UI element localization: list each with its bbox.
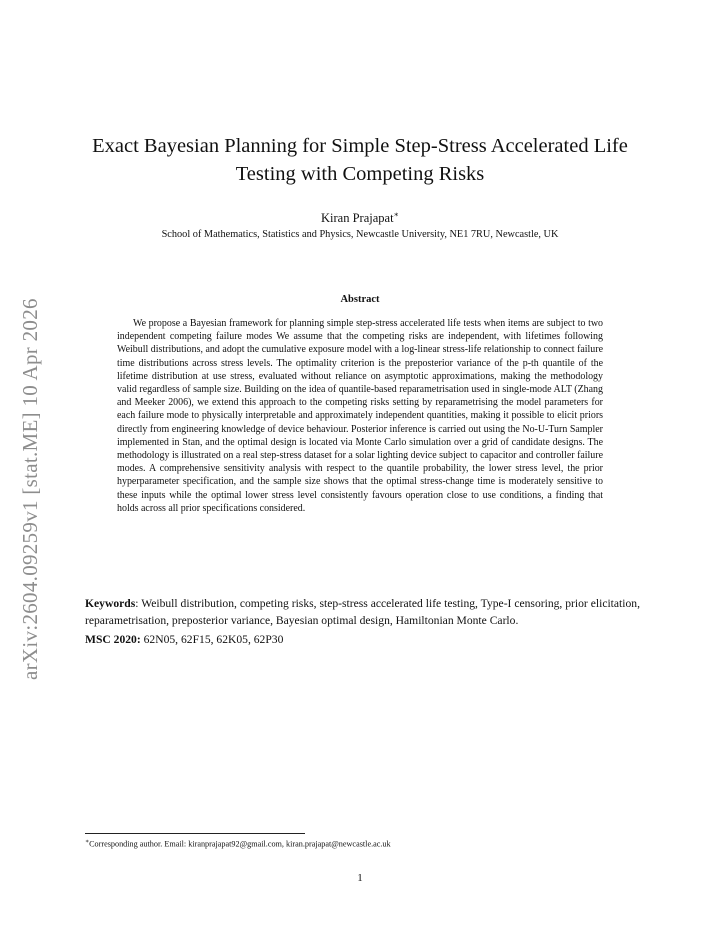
msc-line — [85, 633, 640, 646]
author-footnote-mark: ∗ — [393, 210, 399, 219]
footnote — [85, 838, 645, 849]
keywords-label: Keywords — [85, 597, 136, 610]
author-name: Kiran Prajapat — [321, 211, 394, 226]
author-line — [60, 210, 660, 226]
msc-label: MSC 2020: — [85, 633, 141, 646]
footnote-divider — [85, 833, 305, 834]
footnote-mark: ∗ — [85, 839, 90, 845]
author-affiliation: School of Mathematics, Statistics and Physics, Newcastle University, NE1 7RU, Newcastle, UK — [161, 229, 559, 240]
keywords-paragraph — [85, 596, 640, 629]
paper-title: Exact Bayesian Planning for Simple Step-Stress Accelerated Life Testing with Competing Risks — [92, 135, 628, 185]
page-number: 1 — [357, 872, 363, 884]
abstract-body: We propose a Bayesian framework for planning simple step-stress accelerated life tests when items are subject to two independent competing failure modes We assume that the competing risks are independent, with lifetimes following Weibull distributions, and adopt the cumulative exposure model with a log-linear stress-life relationship to connect failure time distributions across stress levels. The optimality criterion is the preposterior variance of the p-th quantile of the lifetime distribution at use stress, evaluated without reliance on asymptotic approximations, making the methodology valid regardless of sample size. Building on the idea of quantile-based reparametrisation used in single-mode ALT (Zhang and Meeker 2006), we extend this approach to the competing risks setting by reparametrising the model parameters for each failure mode to physically interpretable and approximately independent quantities, making it possible to elicit priors directly from engineering knowledge of device behaviour. Posterior inference is carried out using the No-U-Turn Sampler implemented in Stan, and the optimal design is located via Monte Carlo simulation over a grid of candidate designs. The methodology is illustrated on a real step-stress dataset for a solar lighting device subject to capacitor and controller failure modes. A comprehensive sensitivity analysis with respect to the quantile probability, the lower stress level, the prior hyperparameter specification, and the sample size shows that the optimal stress-change time is moderately sensitive to these inputs while the optimal lower stress level consistently favours operation close to use conditions, a finding that holds across all prior specifications considered. — [117, 318, 603, 514]
msc-codes: 62N05, 62F15, 62K05, 62P30 — [140, 633, 284, 646]
arxiv-identifier: arXiv:2604.09259v1 [stat.ME] 10 Apr 2026 — [18, 298, 42, 680]
abstract-heading: Abstract — [340, 294, 380, 305]
keywords-text: : Weibull distribution, competing risks, step-stress accelerated life testing, Type-I censoring, prior elicitation, reparametrisation, preposterior variance, Bayesian optimal design, Hamiltonian Monte Carlo. — [85, 597, 640, 627]
footnote-text: Corresponding author. Email: kiranprajapat92@gmail.com, kiran.prajapat@newcastle.ac.uk — [89, 839, 391, 849]
